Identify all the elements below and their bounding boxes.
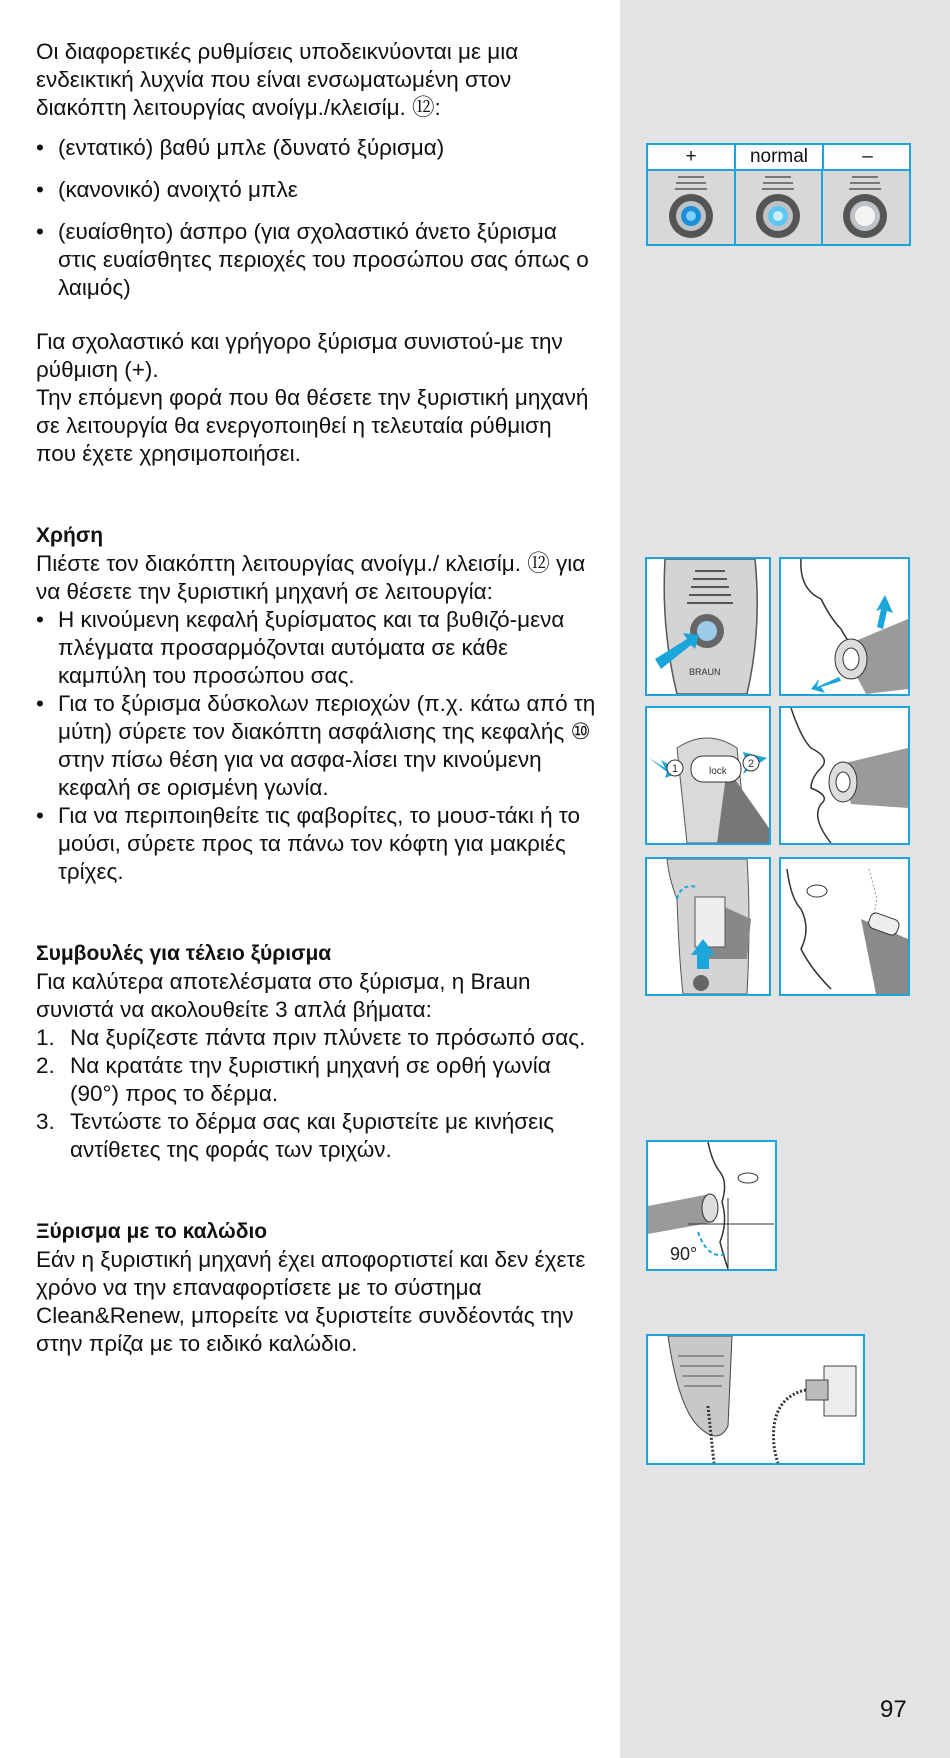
brand-logo-text: BRAUN — [689, 667, 721, 677]
chin-shaving-figure — [779, 557, 910, 696]
trimmer-icon — [647, 859, 769, 994]
angle-icon — [648, 1142, 775, 1269]
settings-indicator-figure — [646, 143, 911, 246]
indicator-lights-icon — [648, 171, 909, 244]
normal-label: normal — [736, 145, 824, 171]
tip-step-number: 1. — [36, 1025, 55, 1050]
setting-bullet: • (ευαίσθητο) άσπρο (για σχολαστικό άνετο ξύρισμα στις ευαίσθητες περιοχές του προσώπου σας όπως ο λαιμός) — [36, 218, 596, 302]
shaver-switch-icon — [647, 559, 769, 694]
usage-intro: Πιέστε τον διακόπτη λειτουργίας ανοίγμ./ κλεισίμ. ⑫ για να θέσετε την ξυριστική μηχανή σε λειτουργία: — [36, 551, 586, 604]
head-lock-figure — [645, 706, 771, 845]
tip-step-text: Να κρατάτε την ξυριστική μηχανή σε ορθή γωνία (90°) προς το δέρμα. — [70, 1053, 551, 1106]
press-switch-figure — [645, 557, 771, 696]
sensitive-label: – — [824, 145, 911, 171]
step-two-number: 2 — [748, 758, 755, 770]
tip-step-text: Τεντώστε το δέρμα σας και ξυριστείτε με κινήσεις αντίθετες της φοράς των τριχών. — [70, 1109, 555, 1162]
chin-shave-icon — [781, 559, 908, 694]
usage-bullet: • Για το ξύρισμα δύσκολων περιοχών (π.χ. κάτω από τη μύτη) σύρετε τον διακόπτη ασφάλισης της κεφαλής ⑩ στην πίσω θέση για να ασφα-λίσει την κινούμενη κεφαλή σε ορισμένη γωνία. — [36, 690, 596, 802]
settings-intro: Οι διαφορετικές ρυθμίσεις υποδεικνύονται με μια ενδεικτική λυχνία που είναι ενσωματωμένη στον διακόπτη λειτουργίας ανοίγμ./κλεισίμ. ⑫: — [36, 39, 519, 120]
intensive-label: + — [648, 145, 736, 171]
power-cord-icon — [648, 1336, 863, 1463]
text-column — [36, 38, 596, 1358]
setting-bullet: • (κανονικό) ανοιχτό μπλε — [36, 176, 596, 204]
nose-shave-icon — [781, 708, 908, 843]
sideburns-icon — [781, 859, 908, 994]
tip-step — [36, 1052, 596, 1108]
trimmer-slide-figure — [645, 857, 771, 996]
usage-heading: Χρήση — [36, 524, 104, 547]
last-setting-text: Την επόμενη φορά που θα θέσετε την ξυριστική μηχανή σε λειτουργία θα ενεργοποιηθεί η τελευταία ρύθμιση που έχετε χρησιμοποιήσει. — [36, 385, 589, 466]
tips-intro: Για καλύτερα αποτελέσματα στο ξύρισμα, η Braun συνιστά να ακολουθείτε 3 απλά βήματα: — [36, 969, 531, 1022]
tip-step — [36, 1108, 596, 1164]
sideburns-figure — [779, 857, 910, 996]
page-number: 97 — [880, 1696, 907, 1723]
recommendation-text: Για σχολαστικό και γρήγορο ξύρισμα συνιστού-με την ρύθμιση (+). — [36, 329, 563, 382]
usage-bullet: • Η κινούμενη κεφαλή ξυρίσματος και τα βυθιζό-μενα πλέγματα προσαρμόζονται αυτόματα σε κάθε καμπύλη του προσώπου σας. — [36, 606, 596, 690]
lock-label: lock — [709, 766, 727, 777]
under-nose-figure — [779, 706, 910, 845]
right-angle-figure — [646, 1140, 777, 1271]
power-cord-figure — [646, 1334, 865, 1465]
angle-label: 90° — [670, 1244, 698, 1264]
cord-heading: Ξύρισμα με το καλώδιο — [36, 1220, 268, 1243]
cord-text: Εάν η ξυριστική μηχανή έχει αποφορτιστεί και δεν έχετε χρόνο να την επαναφορτίσετε με το σύστημα Clean&Renew, μπορείτε να ξυριστείτε συνδέοντάς την στην πρίζα με το ειδικό καλώδιο. — [36, 1247, 586, 1356]
tips-heading: Συμβουλές για τέλειο ξύρισμα — [36, 942, 332, 965]
tip-step-number: 2. — [36, 1053, 55, 1078]
step-one-number: 1 — [672, 763, 679, 775]
tip-step-text: Να ξυρίζεστε πάντα πριν πλύνετε το πρόσωπό σας. — [70, 1025, 586, 1050]
tip-step — [36, 1024, 596, 1052]
usage-bullet: • Για να περιποιηθείτε τις φαβορίτες, το μουσ-τάκι ή το μούσι, σύρετε προς τα πάνω τον κόφτη για μακριές τρίχες. — [36, 802, 596, 886]
tip-step-number: 3. — [36, 1109, 55, 1134]
setting-bullet: • (εντατικό) βαθύ μπλε (δυνατό ξύρισμα) — [36, 134, 596, 162]
head-lock-icon — [647, 708, 769, 843]
